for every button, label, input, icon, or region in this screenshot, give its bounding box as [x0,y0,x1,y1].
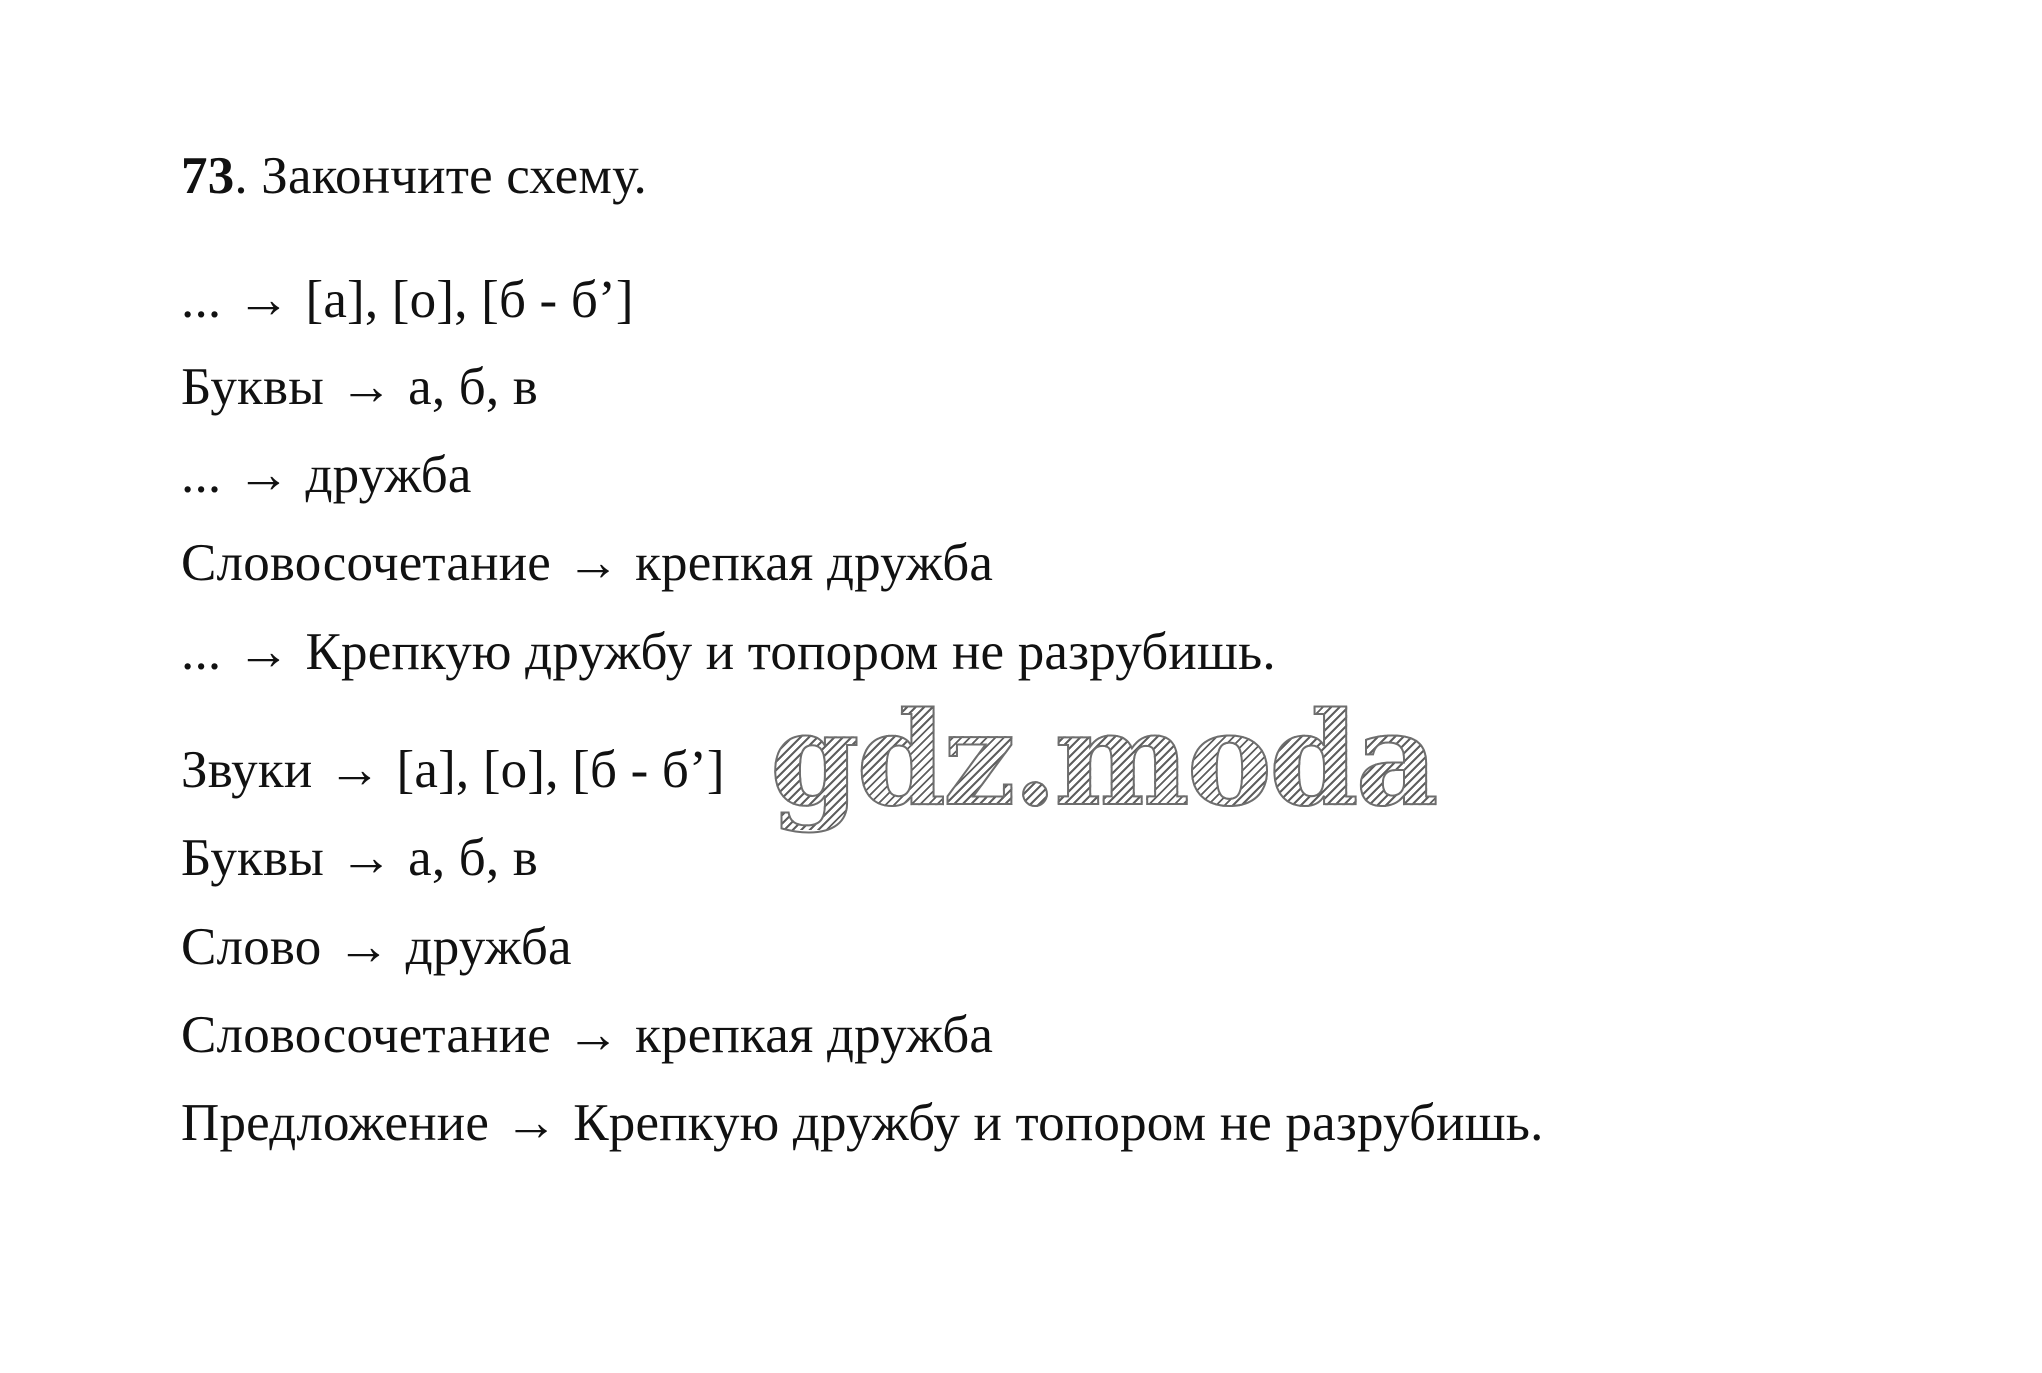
answer-row-4 [181,1005,993,1065]
scheme-right: а, б, в [408,358,539,416]
answer-left: Слово [181,918,322,976]
answer-right: дружба [405,918,572,976]
answer-right: крепкая дружба [635,1006,994,1064]
answer-left: Предложение [181,1094,490,1152]
arrow-icon: → [566,1006,620,1064]
task-heading [181,146,647,206]
scheme-left: Словосочетание [181,534,551,592]
scheme-row-2 [181,357,538,417]
watermark-logo: gdz.moda [770,685,1436,835]
arrow-icon: → [566,534,620,592]
scheme-right: [а], [о], [б - б’] [305,271,634,329]
task-number: 73 [181,147,235,205]
arrow-icon: → [236,446,291,504]
arrow-icon: → [504,1094,558,1152]
answer-left: Буквы [181,829,324,887]
scheme-left: Буквы [181,358,324,416]
answer-row-1 [181,740,725,800]
scheme-left: ... [181,446,222,504]
scheme-right: крепкая дружба [635,534,994,592]
scheme-left: ... [181,271,222,329]
arrow-icon: → [339,829,393,887]
scheme-row-3 [181,445,472,505]
arrow-icon: → [339,358,393,416]
answer-right: [а], [о], [б - б’] [396,741,725,799]
answer-row-5 [181,1093,1544,1153]
answer-row-2 [181,828,538,888]
arrow-icon: → [236,623,291,681]
arrow-icon: → [327,741,382,799]
arrow-icon: → [236,271,291,329]
answer-left: Словосочетание [181,1006,551,1064]
answer-row-3 [181,917,572,977]
answer-right: а, б, в [408,829,539,887]
scheme-left: ... [181,623,222,681]
scheme-row-1 [181,270,634,330]
task-title: . Закончите схему. [234,147,647,205]
answer-right: Крепкую дружбу и топором не разрубишь. [573,1094,1544,1152]
scheme-right: Крепкую дружбу и топором не разрубишь. [305,623,1276,681]
answer-left: Звуки [181,741,313,799]
scheme-right: дружба [305,446,472,504]
arrow-icon: → [336,918,391,976]
scheme-row-5 [181,622,1276,682]
scheme-row-4 [181,533,993,593]
